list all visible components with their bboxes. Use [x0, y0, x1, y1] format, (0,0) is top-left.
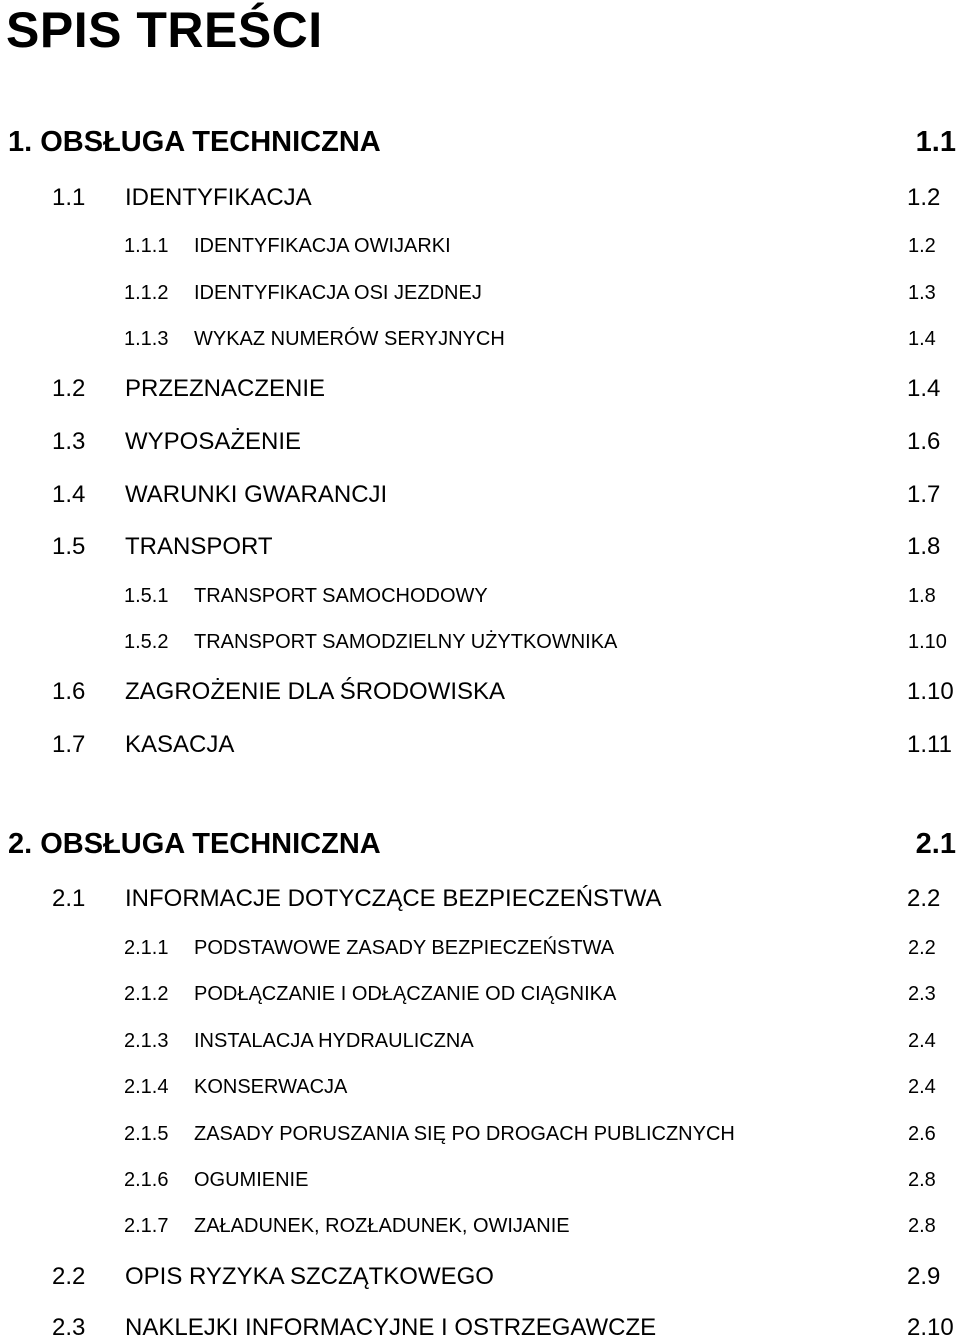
entry-title: KONSERWACJA — [194, 1076, 348, 1098]
entry-number: 2.1 — [52, 885, 86, 912]
entry-page-number: 1.6 — [907, 428, 941, 455]
entry-page-number: 2.6 — [908, 1123, 936, 1145]
chapter-page-number: 1.1 — [915, 126, 956, 158]
toc-entry[interactable] — [0, 281, 960, 305]
entry-title: WYKAZ NUMERÓW SERYJNYCH — [194, 328, 505, 350]
entry-page-number: 1.4 — [908, 328, 936, 350]
entry-page-number: 1.10 — [908, 631, 947, 653]
entry-number: 1.1.3 — [124, 328, 169, 350]
entry-page-number: 2.2 — [907, 885, 941, 912]
entry-page-number: 1.4 — [907, 375, 941, 402]
entry-number: 2.1.5 — [124, 1123, 169, 1145]
entry-title: PODŁĄCZANIE I ODŁĄCZANIE OD CIĄGNIKA — [194, 983, 617, 1005]
toc-entry[interactable] — [0, 1029, 960, 1053]
entry-title: PODSTAWOWE ZASADY BEZPIECZEŃSTWA — [194, 937, 615, 959]
entry-page-number: 2.8 — [908, 1169, 936, 1191]
entry-page-number: 1.11 — [907, 731, 952, 758]
entry-title: ZAGROŻENIE DLA ŚRODOWISKA — [125, 678, 506, 705]
entry-page-number: 2.9 — [907, 1263, 941, 1290]
chapter-label: 2. OBSŁUGA TECHNICZNA — [8, 828, 381, 860]
entry-title: TRANSPORT SAMODZIELNY UŻYTKOWNIKA — [194, 631, 618, 653]
entry-number: 1.1.2 — [124, 282, 169, 304]
entry-number: 2.1.6 — [124, 1169, 169, 1191]
entry-number: 1.1 — [52, 184, 86, 211]
toc-entry[interactable] — [0, 731, 960, 759]
entry-number: 1.7 — [52, 731, 86, 758]
entry-number: 1.1.1 — [124, 235, 169, 257]
toc-entry[interactable] — [0, 982, 960, 1006]
toc-entry[interactable] — [0, 184, 960, 212]
entry-title: KASACJA — [125, 731, 235, 758]
page-title: SPIS TREŚCI — [6, 2, 323, 58]
entry-title: ZAŁADUNEK, ROZŁADUNEK, OWIJANIE — [194, 1215, 570, 1237]
entry-title: TRANSPORT SAMOCHODOWY — [194, 585, 488, 607]
toc-entry[interactable] — [0, 1314, 960, 1342]
toc-entry[interactable] — [0, 630, 960, 654]
entry-title: INFORMACJE DOTYCZĄCE BEZPIECZEŃSTWA — [125, 885, 662, 912]
entry-number: 2.1.7 — [124, 1215, 169, 1237]
toc-entry[interactable] — [0, 1263, 960, 1291]
toc-entry[interactable] — [0, 678, 960, 706]
toc-entry[interactable] — [0, 1122, 960, 1146]
entry-number: 2.3 — [52, 1314, 86, 1341]
entry-number: 2.1.3 — [124, 1030, 169, 1052]
entry-number: 2.1.1 — [124, 937, 169, 959]
entry-number: 1.5 — [52, 533, 86, 560]
entry-page-number: 1.8 — [907, 533, 941, 560]
entry-title: OGUMIENIE — [194, 1169, 309, 1191]
entry-title: WYPOSAŻENIE — [125, 428, 302, 455]
entry-page-number: 2.10 — [907, 1314, 954, 1341]
toc-entry[interactable] — [0, 1214, 960, 1238]
entry-number: 1.2 — [52, 375, 86, 402]
entry-number: 2.2 — [52, 1263, 86, 1290]
entry-number: 1.3 — [52, 428, 86, 455]
entry-page-number: 1.8 — [908, 585, 936, 607]
entry-number: 1.6 — [52, 678, 86, 705]
entry-number: 1.5.1 — [124, 585, 169, 607]
entry-number: 1.4 — [52, 481, 86, 508]
toc-entry[interactable] — [0, 375, 960, 403]
toc-entry[interactable] — [0, 428, 960, 456]
chapter-page-number: 2.1 — [915, 828, 956, 860]
entry-title: IDENTYFIKACJA OWIJARKI — [194, 235, 451, 257]
entry-page-number: 2.4 — [908, 1030, 936, 1052]
entry-title: PRZEZNACZENIE — [125, 375, 326, 402]
entry-title: NAKLEJKI INFORMACYJNE I OSTRZEGAWCZE — [125, 1314, 657, 1341]
entry-page-number: 2.4 — [908, 1076, 936, 1098]
toc-entry[interactable] — [0, 1168, 960, 1192]
entry-title: OPIS RYZYKA SZCZĄTKOWEGO — [125, 1263, 494, 1290]
entry-title: TRANSPORT — [125, 533, 273, 560]
toc-entry[interactable] — [0, 1075, 960, 1099]
toc-entry[interactable] — [0, 327, 960, 351]
toc-entry[interactable] — [0, 234, 960, 258]
toc-entry[interactable] — [0, 584, 960, 608]
entry-number: 2.1.4 — [124, 1076, 169, 1098]
entry-page-number: 1.3 — [908, 282, 936, 304]
toc-entry[interactable] — [0, 481, 960, 509]
toc-entry[interactable] — [0, 936, 960, 960]
entry-title: ZASADY PORUSZANIA SIĘ PO DROGACH PUBLICZNYCH — [194, 1123, 735, 1145]
entry-number: 1.5.2 — [124, 631, 169, 653]
entry-page-number: 2.3 — [908, 983, 936, 1005]
entry-page-number: 2.8 — [908, 1215, 936, 1237]
entry-title: IDENTYFIKACJA OSI JEZDNEJ — [194, 282, 482, 304]
entry-page-number: 1.10 — [907, 678, 954, 705]
entry-number: 2.1.2 — [124, 983, 169, 1005]
entry-page-number: 1.2 — [908, 235, 936, 257]
entry-title: IDENTYFIKACJA — [125, 184, 312, 211]
entry-title: WARUNKI GWARANCJI — [125, 481, 388, 508]
toc-entry[interactable] — [0, 885, 960, 913]
toc-entry[interactable] — [0, 533, 960, 561]
entry-title: INSTALACJA HYDRAULICZNA — [194, 1030, 474, 1052]
toc-chapter-2[interactable] — [0, 827, 960, 861]
entry-page-number: 1.7 — [907, 481, 941, 508]
entry-page-number: 2.2 — [908, 937, 936, 959]
chapter-label: 1. OBSŁUGA TECHNICZNA — [8, 126, 381, 158]
toc-chapter-1[interactable] — [0, 125, 960, 159]
entry-page-number: 1.2 — [907, 184, 941, 211]
